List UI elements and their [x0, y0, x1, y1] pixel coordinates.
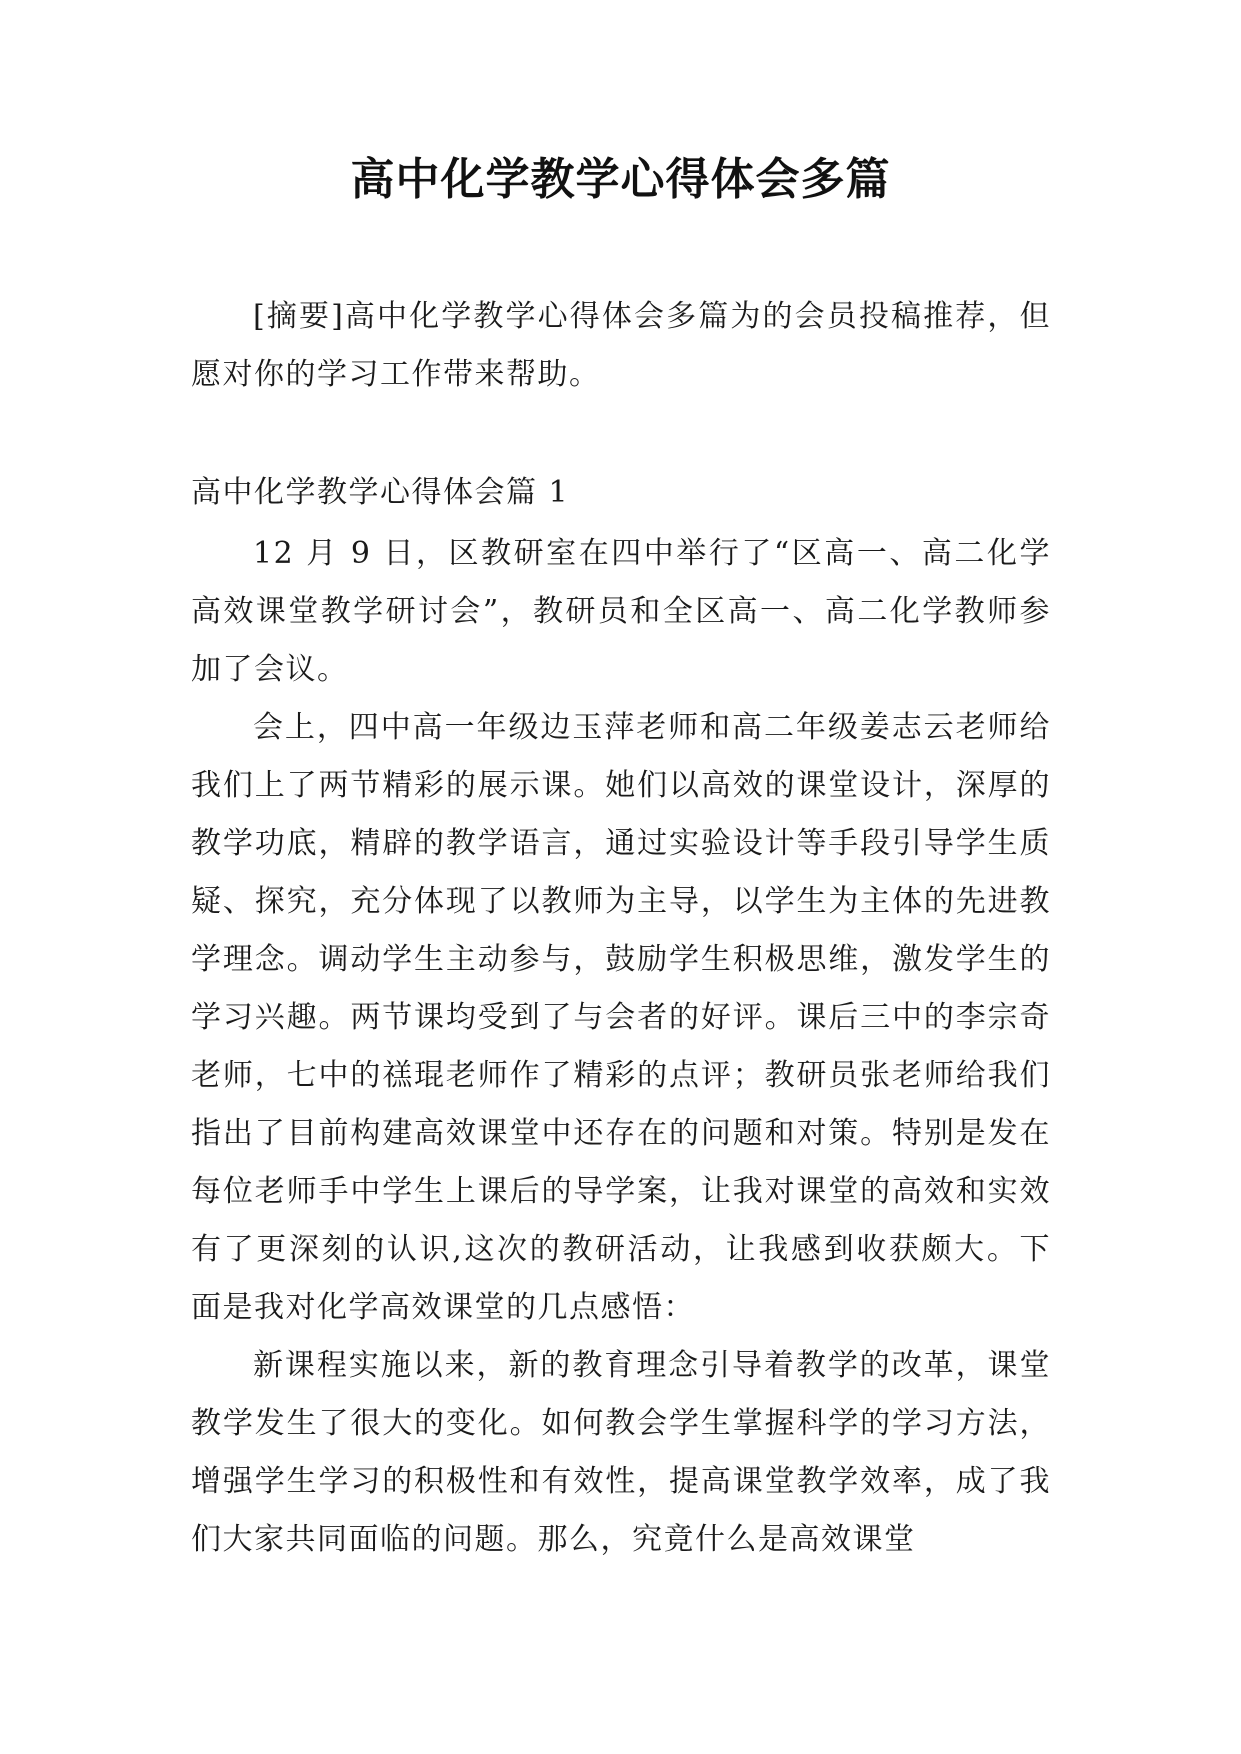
document-title: 高中化学教学心得体会多篇 [350, 154, 891, 205]
body-paragraph: 会上，四中高一年级边玉萍老师和高二年级姜志云老师给我们上了两节精彩的展示课。她们以高效的课堂设计，深厚的教学功底，精辟的教学语言，通过实验设计等手段引导学生质疑、探究，充分体现了以教师为主导，以学生为主体的先进教学理念。调动学生主动参与，鼓励学生积极思维，激发学生的学习兴趣。两节课均受到了与会者的好评。课后三中的李宗奇老师，七中的禚琨老师作了精彩的点评；教研员张老师给我们指出了目前构建高效课堂中还存在的问题和对策。特别是发在每位老师手中学生上课后的导学案，让我对课堂的高效和实效有了更深刻的认识,这次的教研活动，让我感到收获颇大。下面是我对化学高效课堂的几点感悟： [191, 710, 1051, 1325]
body-paragraph: 12 月 9 日，区教研室在四中举行了“区高一、高二化学高效课堂教学研讨会”，教研员和全区高一、高二化学教师参加了会议。 [191, 536, 1051, 687]
body-paragraph: 新课程实施以来，新的教育理念引导着教学的改革，课堂教学发生了很大的变化。如何教会学生掌握科学的学习方法，增强学生学习的积极性和有效性，提高课堂教学效率，成了我们大家共同面临的问题。那么，究竟什么是高效课堂 [191, 1348, 1051, 1557]
document-body [191, 288, 1051, 1569]
section-heading: 高中化学教学心得体会篇 1 [191, 475, 570, 510]
abstract-paragraph: [摘要]高中化学教学心得体会多篇为的会员投稿推荐，但愿对你的学习工作带来帮助。 [191, 299, 1051, 392]
